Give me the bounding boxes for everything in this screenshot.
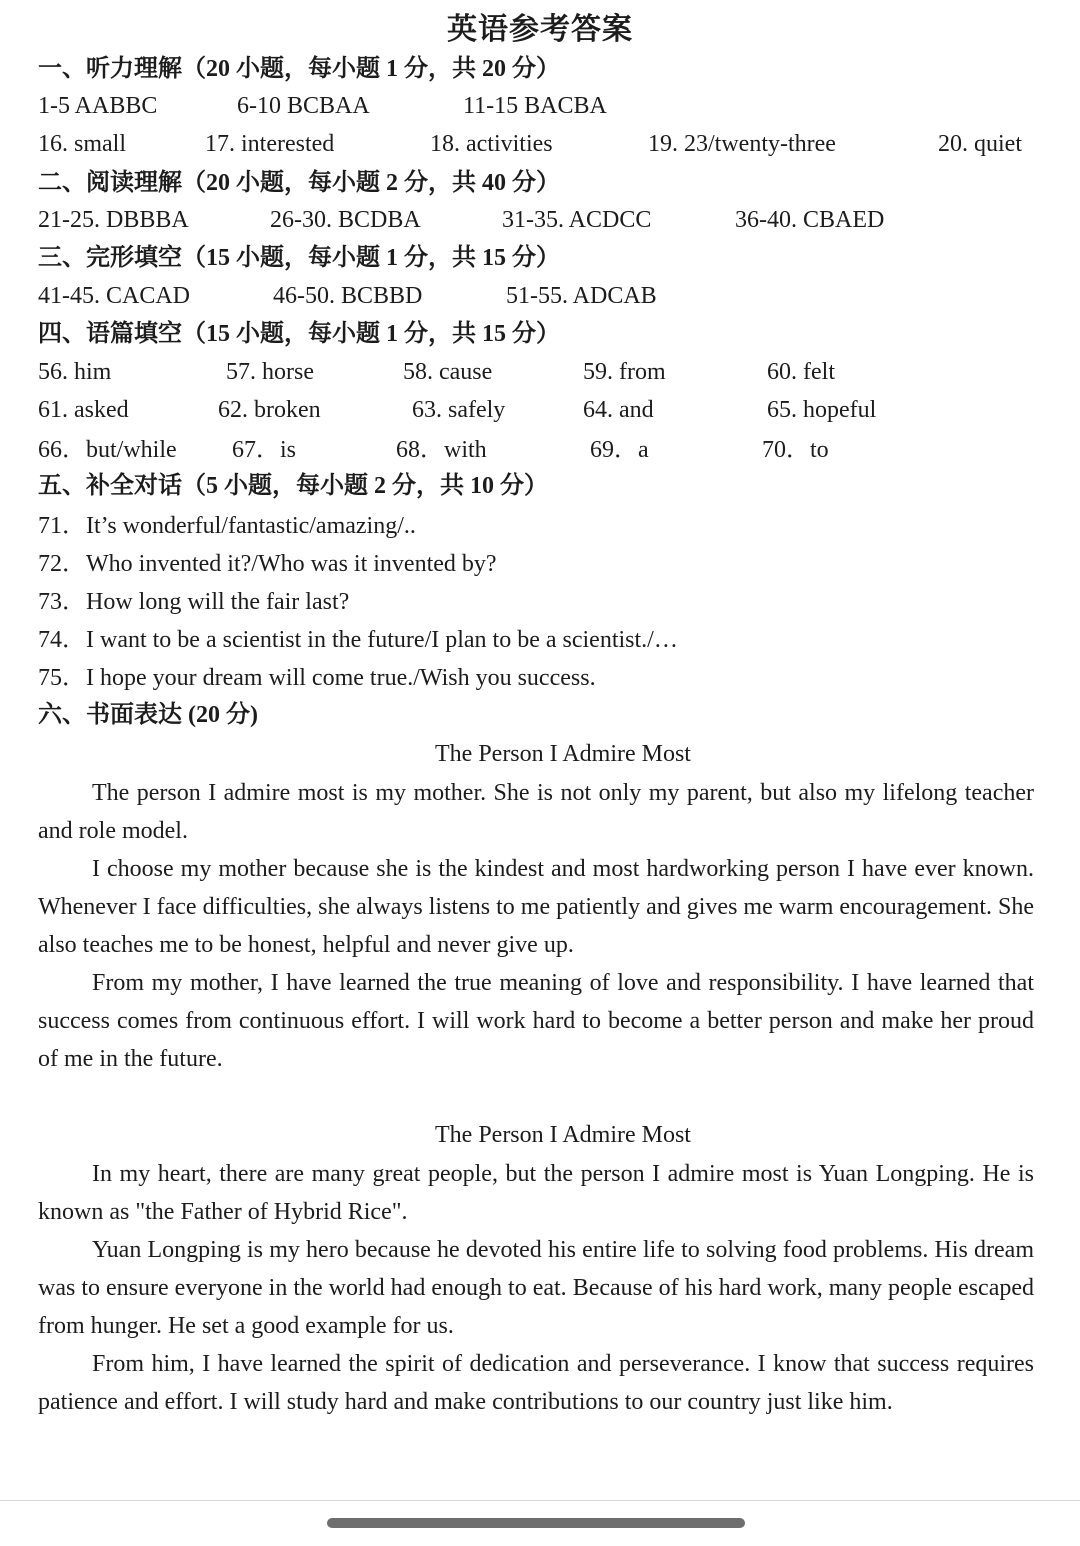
answer-item: 65. hopeful bbox=[767, 397, 877, 423]
dialogue-answer: 72．Who invented it?/Who was it invented by? bbox=[38, 551, 497, 577]
dialogue-answer: 73．How long will the fair last? bbox=[38, 589, 350, 615]
answer-group: 36-40. CBAED bbox=[735, 207, 885, 233]
answer-item: 64. and bbox=[583, 397, 654, 423]
essay-paragraph: From my mother, I have learned the true meaning of love and responsibility. I have learned that success comes from continuous effort. I will work hard to become a better person and make her proud of me in the future. bbox=[38, 970, 1034, 1072]
answer-item: 20. quiet bbox=[938, 131, 1022, 157]
home-indicator-bar[interactable] bbox=[327, 1518, 745, 1528]
section-heading-passage-fill: 四、语篇填空（15 小题，每小题 1 分，共 15 分） bbox=[38, 321, 560, 347]
answer-item: 56. him bbox=[38, 359, 112, 385]
answer-item: 69．a bbox=[590, 437, 649, 463]
essay-title: The Person I Admire Most bbox=[435, 1122, 691, 1148]
dialogue-answer: 74．I want to be a scientist in the future/I plan to be a scientist./… bbox=[38, 627, 678, 653]
essay-paragraph: In my heart, there are many great people, but the person I admire most is Yuan Longping. He is known as "the Father of Hybrid Rice". bbox=[38, 1161, 1034, 1225]
answer-item: 16. small bbox=[38, 131, 126, 157]
section-heading-cloze: 三、完形填空（15 小题，每小题 1 分，共 15 分） bbox=[38, 245, 560, 271]
answer-item: 58. cause bbox=[403, 359, 493, 385]
essay-paragraph: From him, I have learned the spirit of dedication and perseverance. I know that success requires patience and effort. I will study hard and make contributions to our country just like him. bbox=[38, 1351, 1034, 1415]
bottom-divider bbox=[0, 1500, 1080, 1501]
answer-item: 61. asked bbox=[38, 397, 129, 423]
section-heading-dialogue: 五、补全对话（5 小题，每小题 2 分，共 10 分） bbox=[38, 473, 548, 499]
section-heading-listening: 一、听力理解（20 小题，每小题 1 分，共 20 分） bbox=[38, 56, 560, 82]
answer-item: 70．to bbox=[762, 437, 829, 463]
answer-group: 31-35. ACDCC bbox=[502, 207, 652, 233]
answer-item: 19. 23/twenty-three bbox=[648, 131, 836, 157]
answer-item: 60. felt bbox=[767, 359, 835, 385]
answer-item: 62. broken bbox=[218, 397, 321, 423]
answer-item: 67．is bbox=[232, 437, 297, 463]
essay-paragraph: The person I admire most is my mother. She is not only my parent, but also my lifelong teacher and role model. bbox=[38, 780, 1034, 844]
answer-item: 57. horse bbox=[226, 359, 314, 385]
answer-group: 46-50. BCBBD bbox=[273, 283, 423, 309]
answer-group: 26-30. BCDBA bbox=[270, 207, 421, 233]
dialogue-answer: 71．It’s wonderful/fantastic/amazing/.. bbox=[38, 513, 416, 539]
essay-paragraph: Yuan Longping is my hero because he devoted his entire life to solving food problems. His dream was to ensure everyone in the world had enough to eat. Because of his hard work, many people escaped from hunger. He set a good example for us. bbox=[38, 1237, 1034, 1339]
answer-group: 1-5 AABBC bbox=[38, 93, 158, 119]
answer-group: 11-15 BACBA bbox=[463, 93, 607, 119]
dialogue-answer: 75．I hope your dream will come true./Wish you success. bbox=[38, 665, 596, 691]
essay-paragraph: I choose my mother because she is the kindest and most hardworking person I have ever known. Whenever I face difficulties, she always listens to me patiently and gives me warm encouragement. She also teaches me to be honest, helpful and never give up. bbox=[38, 856, 1034, 958]
answer-item: 66．but/while bbox=[38, 437, 177, 463]
essay-title: The Person I Admire Most bbox=[435, 741, 691, 767]
answer-item: 63. safely bbox=[412, 397, 506, 423]
section-heading-writing: 六、书面表达 (20 分) bbox=[38, 702, 258, 728]
answer-item: 18. activities bbox=[430, 131, 553, 157]
answer-item: 17. interested bbox=[205, 131, 335, 157]
answer-group: 21-25. DBBBA bbox=[38, 207, 189, 233]
answer-group: 6-10 BCBAA bbox=[237, 93, 370, 119]
answer-group: 51-55. ADCAB bbox=[506, 283, 657, 309]
answer-group: 41-45. CACAD bbox=[38, 283, 191, 309]
answer-item: 59. from bbox=[583, 359, 666, 385]
answer-item: 68．with bbox=[396, 437, 487, 463]
document-title: 英语参考答案 bbox=[447, 13, 633, 46]
section-heading-reading: 二、阅读理解（20 小题，每小题 2 分，共 40 分） bbox=[38, 170, 560, 196]
